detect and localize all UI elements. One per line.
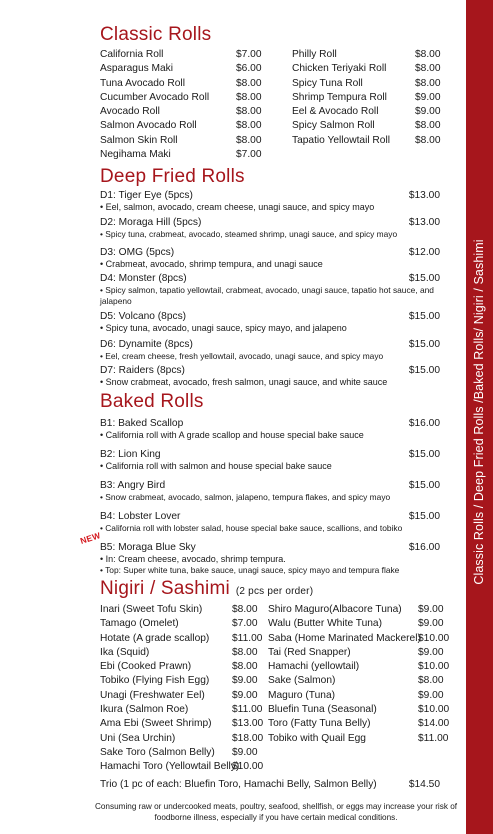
menu-item-name: Tuna Avocado Roll [100, 77, 185, 89]
menu-item-row [268, 617, 444, 631]
roll-description: • Snow crabmeat, avocado, salmon, jalapeno, tempura flakes, and spicy mayo [100, 492, 391, 502]
menu-item-row [268, 717, 450, 731]
roll-price: $15.00 [408, 480, 440, 491]
menu-item-price: $9.00 [232, 675, 258, 687]
roll-name: B2: Lion King [100, 449, 161, 460]
menu-item-row [268, 603, 444, 617]
menu-item-row [268, 732, 449, 746]
menu-item-price: $8.00 [418, 675, 444, 687]
menu-item-price: $9.00 [232, 689, 258, 701]
menu-item-name: Bluefin Tuna (Seasonal) [268, 704, 377, 716]
menu-item-name: Sake Toro (Salmon Belly) [100, 746, 215, 758]
roll-description: • California roll with salmon and house special bake sauce [100, 461, 332, 471]
classic-rolls-right-list [292, 48, 442, 148]
roll-heading [100, 364, 440, 377]
menu-item-price: $8.00 [415, 63, 441, 75]
menu-item-name: Unagi (Freshwater Eel) [100, 689, 205, 701]
trio-name: Trio (1 pc of each: Bluefin Toro, Hamachi Belly, Salmon Belly) [100, 779, 377, 790]
roll-description: • Spicy tuna, avocado, unagi sauce, spicy mayo, and jalapeno [100, 323, 347, 333]
roll-price: $15.00 [408, 449, 440, 460]
menu-item-name: Ika (Squid) [100, 646, 150, 658]
nigiri-sashimi-title [100, 578, 313, 600]
menu-item-name: Shrimp Tempura Roll [292, 91, 387, 103]
roll-name: D3: OMG (5pcs) [100, 247, 175, 258]
menu-item-row [100, 760, 270, 774]
menu-item-name: Salmon Avocado Roll [100, 120, 197, 132]
roll-name: B1: Baked Scallop [100, 418, 184, 429]
roll-heading [100, 272, 440, 285]
menu-item-row [292, 105, 442, 119]
menu-item-name: Tamago (Omelet) [100, 618, 179, 630]
roll-price: $13.00 [408, 190, 440, 201]
menu-item-name: Negihama Maki [100, 149, 171, 161]
menu-item-name: Asparagus Maki [100, 63, 174, 75]
menu-item-price: $9.00 [418, 604, 444, 615]
menu-item-row [292, 91, 442, 105]
menu-item-name: Ikura (Salmon Roe) [100, 704, 189, 716]
roll-name: D6: Dynamite (8pcs) [100, 339, 193, 350]
roll-entry [100, 272, 440, 307]
roll-name: D2: Moraga Hill (5pcs) [100, 217, 202, 228]
menu-item-price: $8.00 [415, 49, 441, 60]
menu-item-row [100, 632, 270, 646]
menu-item-name: Hamachi (yellowtail) [268, 661, 360, 673]
menu-item-row [100, 119, 265, 133]
menu-item-name: Hotate (A grade scallop) [100, 632, 210, 644]
roll-description: • California roll with A grade scallop and house special bake sauce [100, 430, 364, 440]
roll-heading [100, 541, 440, 554]
nigiri-portion-note: (2 pcs per order) [235, 586, 314, 597]
menu-item-name: Tobiko (Flying Fish Egg) [100, 675, 210, 687]
menu-item-price: $14.00 [418, 718, 450, 730]
menu-item-row [100, 134, 265, 148]
menu-item-price: $8.00 [415, 77, 441, 89]
roll-entry [100, 479, 440, 503]
menu-item-price: $8.00 [415, 120, 441, 132]
roll-heading [100, 216, 440, 229]
menu-item-price: $8.00 [236, 77, 262, 89]
roll-name: D5: Volcano (8pcs) [100, 311, 187, 322]
menu-item-price: $10.00 [418, 704, 450, 716]
menu-item-price: $9.00 [415, 106, 441, 118]
roll-name: D4: Monster (8pcs) [100, 273, 187, 284]
menu-item-name: Hamachi Toro (Yellowtail Belly) [100, 761, 240, 773]
menu-item-row [100, 732, 270, 746]
menu-item-price: $9.00 [418, 646, 444, 658]
menu-item-row [100, 91, 265, 105]
menu-item-name: Salmon Skin Roll [100, 134, 178, 146]
roll-entry [100, 216, 440, 240]
classic-rolls-left-list [100, 48, 265, 162]
menu-item-row [100, 646, 270, 660]
menu-item-row [268, 689, 444, 703]
menu-item-name: Sake (Salmon) [268, 675, 336, 687]
menu-item-row [268, 660, 450, 674]
menu-item-row [268, 674, 444, 688]
roll-price: $12.00 [408, 247, 440, 258]
roll-entry [100, 448, 440, 472]
menu-item-row [100, 48, 265, 62]
menu-item-name: Eel & Avocado Roll [292, 106, 379, 118]
roll-description: • Top: Super white tuna, bake sauce, unagi sauce, spicy mayo and tempura flake [100, 565, 400, 575]
baked-rolls-title: Baked Rolls [100, 391, 204, 412]
roll-heading [100, 338, 440, 351]
roll-name: D1: Tiger Eye (5pcs) [100, 190, 193, 201]
menu-item-name: Tai (Red Snapper) [268, 646, 351, 658]
deep-fried-rolls-title: Deep Fried Rolls [100, 166, 245, 187]
menu-item-price: $8.00 [415, 134, 441, 146]
menu-item-name: Shiro Maguro(Albacore Tuna) [268, 604, 402, 615]
roll-heading [100, 448, 440, 461]
classic-rolls-title: Classic Rolls [100, 24, 212, 45]
menu-item-name: Tapatio Yellowtail Roll [292, 134, 390, 146]
roll-price: $15.00 [408, 273, 440, 284]
nigiri-right-list [268, 603, 450, 746]
menu-item-price: $9.00 [418, 689, 444, 701]
menu-item-name: Philly Roll [292, 49, 337, 60]
menu-item-price: $11.00 [232, 704, 263, 716]
menu-item-row [268, 646, 444, 660]
nigiri-title-text: Nigiri / Sashimi [100, 578, 230, 599]
roll-heading [100, 189, 440, 202]
menu-item-name: Chicken Teriyaki Roll [292, 63, 387, 75]
menu-item-price: $8.00 [232, 604, 258, 615]
side-tab-label: Classic Rolls / Deep Fried Rolls /Baked Rolls/ Nigiri / Sashimi [472, 239, 486, 585]
menu-item-name: Saba (Home Marinated Mackerel) [268, 632, 421, 644]
roll-entry [100, 417, 440, 441]
roll-price: $16.00 [408, 542, 440, 553]
menu-item-name: Cucumber Avocado Roll [100, 91, 210, 103]
roll-description: • Spicy salmon, tapatio yellowtail, crabmeat, avocado, unagi sauce, tapatio hot sauce, and jalapeno [100, 285, 434, 306]
menu-item-name: Spicy Salmon Roll [292, 120, 375, 132]
menu-item-price: $8.00 [236, 91, 262, 103]
menu-item-price: $13.00 [232, 718, 264, 730]
menu-item-name: California Roll [100, 49, 164, 60]
menu-item-price: $11.00 [418, 732, 449, 744]
menu-item-price: $7.00 [232, 618, 258, 630]
roll-description: • Eel, cream cheese, fresh yellowtail, avocado, unagi sauce, and spicy mayo [100, 351, 384, 361]
menu-item-price: $10.00 [232, 761, 264, 773]
menu-item-row [100, 62, 265, 76]
roll-entry [100, 310, 440, 334]
menu-item-name: Toro (Fatty Tuna Belly) [268, 718, 371, 730]
menu-item-name: Uni (Sea Urchin) [100, 732, 176, 744]
roll-entry [100, 246, 440, 270]
menu-item-price: $7.00 [236, 149, 262, 161]
menu-item-price: $11.00 [232, 632, 263, 644]
roll-heading [100, 246, 440, 259]
nigiri-left-list [100, 603, 270, 775]
roll-name: B5: Moraga Blue Sky [100, 542, 196, 553]
menu-item-price: $18.00 [232, 732, 264, 744]
menu-item-row [100, 746, 270, 760]
menu-item-price: $8.00 [232, 661, 258, 673]
menu-item-price: $9.00 [418, 618, 444, 630]
roll-price: $15.00 [408, 365, 440, 376]
roll-description: • Snow crabmeat, avocado, fresh salmon, unagi sauce, and white sauce [100, 377, 388, 387]
menu-item-row [100, 105, 265, 119]
roll-name: B4: Lobster Lover [100, 511, 181, 522]
menu-item-price: $10.00 [418, 632, 450, 644]
menu-item-row [268, 632, 450, 646]
roll-description: • Spicy tuna, crabmeat, avocado, steamed shrimp, unagi sauce, and spicy mayo [100, 229, 398, 239]
menu-item-price: $8.00 [236, 120, 262, 132]
menu-item-row [100, 617, 270, 631]
roll-entry [100, 364, 440, 388]
menu-item-price: $10.00 [418, 661, 450, 673]
roll-heading [100, 310, 440, 323]
roll-description: • Eel, salmon, avocado, cream cheese, unagi sauce, and spicy mayo [100, 202, 375, 212]
roll-entry [100, 189, 440, 213]
menu-item-name: Inari (Sweet Tofu Skin) [100, 604, 203, 615]
menu-item-name: Tobiko with Quail Egg [268, 732, 366, 744]
menu-item-row [100, 77, 265, 91]
menu-item-price: $8.00 [236, 134, 262, 146]
roll-entry [100, 510, 440, 534]
menu-item-row [100, 674, 270, 688]
menu-item-row [100, 703, 270, 717]
menu-item-name: Avocado Roll [100, 106, 160, 118]
menu-item-price: $9.00 [232, 746, 258, 758]
menu-item-name: Walu (Butter White Tuna) [268, 618, 382, 630]
side-tab [466, 0, 493, 834]
menu-item-name: Spicy Tuna Roll [292, 77, 363, 89]
menu-item-row [100, 717, 270, 731]
roll-name: B3: Angry Bird [100, 480, 166, 491]
roll-name: D7: Raiders (8pcs) [100, 365, 185, 376]
menu-item-price: $7.00 [236, 49, 262, 60]
menu-item-price: $8.00 [236, 106, 262, 118]
roll-entry [100, 541, 440, 576]
menu-item-row [292, 134, 442, 148]
menu-item-row [292, 119, 442, 133]
roll-price: $16.00 [408, 418, 440, 429]
menu-item-row [292, 48, 442, 62]
roll-price: $15.00 [408, 511, 440, 522]
roll-description: • California roll with lobster salad, house special bake sauce, scallions, and tobiko [100, 523, 403, 533]
roll-heading [100, 479, 440, 492]
food-safety-disclaimer: Consuming raw or undercooked meats, poultry, seafood, shellfish, or eggs may increase your risk of foodborne illness, especially if you have certain medical conditions. [94, 802, 458, 822]
menu-item-row [292, 77, 442, 91]
roll-price: $15.00 [408, 339, 440, 350]
roll-price: $13.00 [408, 217, 440, 228]
roll-description: • In: Cream cheese, avocado, shrimp tempura. [100, 554, 286, 564]
menu-item-name: Ama Ebi (Sweet Shrimp) [100, 718, 212, 730]
trio-row [100, 778, 440, 792]
roll-entry [100, 338, 440, 362]
menu-item-name: Ebi (Cooked Prawn) [100, 661, 192, 673]
menu-item-row [100, 689, 270, 703]
roll-price: $15.00 [408, 311, 440, 322]
trio-price: $14.50 [408, 779, 440, 790]
menu-item-row [100, 660, 270, 674]
roll-heading [100, 417, 440, 430]
menu-item-name: Maguro (Tuna) [268, 689, 335, 701]
menu-item-price: $9.00 [415, 91, 441, 103]
menu-item-price: $6.00 [236, 63, 262, 75]
menu-item-price: $8.00 [232, 646, 258, 658]
new-badge: NEW [78, 530, 102, 546]
menu-item-row [100, 603, 270, 617]
roll-heading [100, 510, 440, 523]
roll-description: • Crabmeat, avocado, shrimp tempura, and unagi sauce [100, 259, 323, 269]
menu-item-row [292, 62, 442, 76]
menu-item-row [100, 148, 265, 162]
menu-item-row [268, 703, 450, 717]
